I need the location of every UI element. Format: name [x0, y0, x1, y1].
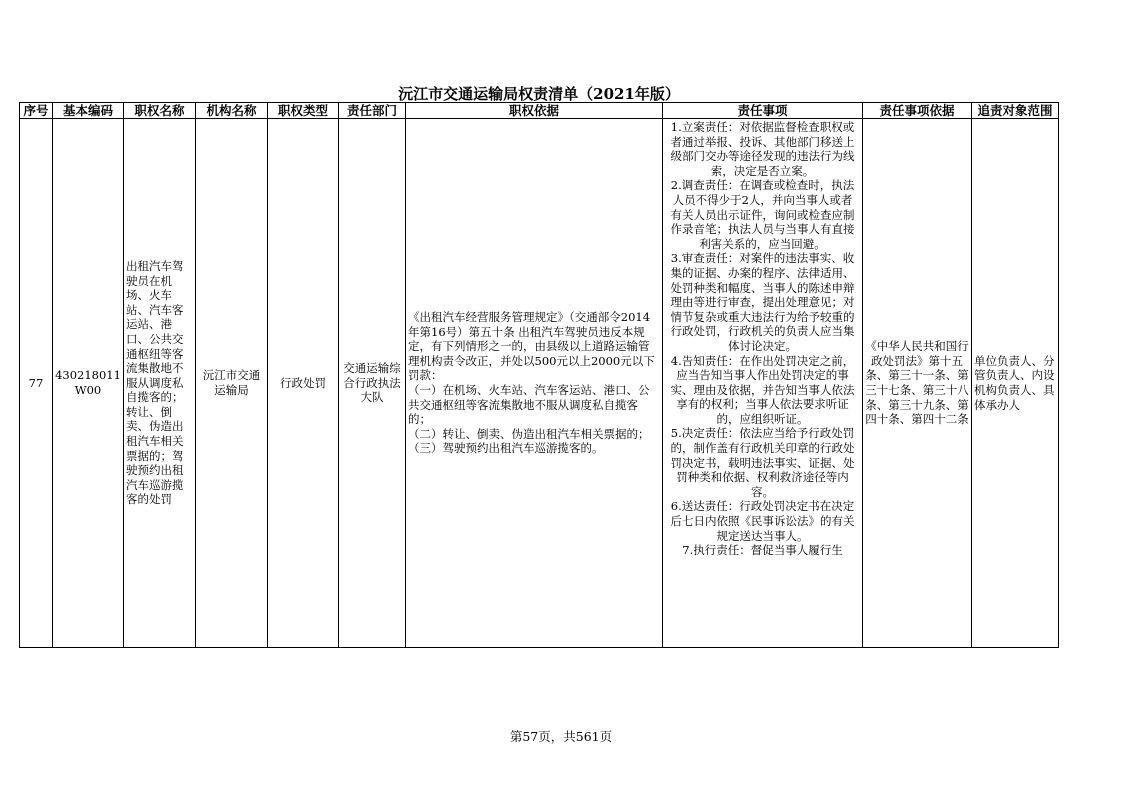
page-title: 沅江市交通运输局权责清单（2021年版）: [398, 85, 680, 103]
cell-code: 430218011W00: [53, 119, 124, 648]
cell-org-name: 沅江市交通运输局: [196, 119, 268, 648]
cell-duties: 1.立案责任：对依据监督检查职权或者通过举报、投诉、其他部门移送上级部门交办等途径发现的违法行为线索，决定是否立案。 2.调查责任：在调查或检查时，执法人员不得少于2人，并向当事人或者有关人员出示证件，询问或检查应制作录音笔；执法人员与当事人有直接利害关系的，应当回避。 3.审查责任：对案件的违法事实、收集的证据、办案的程序、法律适用、处罚种类和幅度、当事人的陈述申辩理由等进行审查，提出处理意见；对情节复杂或重大违法行为给予较重的行政处罚，行政机关的负责人应当集体讨论决定。 4.告知责任：在作出处罚决定之前，应当告知当事人作出处罚决定的事实、理由及依据，并告知当事人依法享有的权利；当事人依法要求听证的，应组织听证。 5.决定责任：依法应当给予行政处罚的，制作盖有行政机关印章的行政处罚决定书，载明违法事实、证据、处罚种类和依据、权利救济途径等内容。 6.送达责任：行政处罚决定书在决定后七日内依照《民事诉讼法》的有关规定送达当事人。 7.执行责任：督促当事人履行生: [663, 119, 863, 648]
cell-duty-basis: 《中华人民共和国行政处罚法》第十五条、第三十一条、第三十七条、第三十八条、第三十九条、第四十条、第四十二条: [863, 119, 972, 648]
cell-accountability: 单位负责人、分管负责人、内设机构负责人、具体承办人: [972, 119, 1059, 648]
col-header-code: 基本编码: [53, 103, 124, 119]
cell-dept: 交通运输综合行政执法大队: [339, 119, 406, 648]
cell-power-type: 行政处罚: [268, 119, 339, 648]
cell-basis: 《出租汽车经营服务管理规定》（交通部令2014年第16号）第五十条 出租汽车驾驶员违反本规定，有下列情形之一的，由县级以上道路运输管理机构责令改正，并处以500元以上2000元以下罚款： （一）在机场、火车站、汽车客运站、港口、公共交通枢纽等客流集散地不服从调度私自揽客的； （二）转让、倒卖、伪造出租汽车相关票据的； （三）驾驶预约出租汽车巡游揽客的。: [406, 119, 663, 648]
col-header-dept: 责任部门: [339, 103, 406, 119]
col-header-basis: 职权依据: [406, 103, 663, 119]
col-header-power-type: 职权类型: [268, 103, 339, 119]
table-header-row: [20, 103, 1059, 119]
col-header-accountability: 追责对象范围: [972, 103, 1059, 119]
col-header-org-name: 机构名称: [196, 103, 268, 119]
power-list-table: [19, 102, 1059, 648]
col-header-seq: 序号: [20, 103, 53, 119]
col-header-power-name: 职权名称: [124, 103, 196, 119]
cell-seq: 77: [20, 119, 53, 648]
page-footer: 第57页，共561页: [509, 729, 613, 744]
table-row: [20, 119, 1059, 648]
col-header-duty-basis: 责任事项依据: [863, 103, 972, 119]
cell-power-name: 出租汽车驾驶员在机场、火车站、汽车客运站、港口、公共交通枢纽等客流集散地不服从调度私自揽客的；转让、倒卖、伪造出租汽车相关票据的；驾驶预约出租汽车巡游揽客的处罚: [124, 119, 196, 648]
col-header-duties: 责任事项: [663, 103, 863, 119]
